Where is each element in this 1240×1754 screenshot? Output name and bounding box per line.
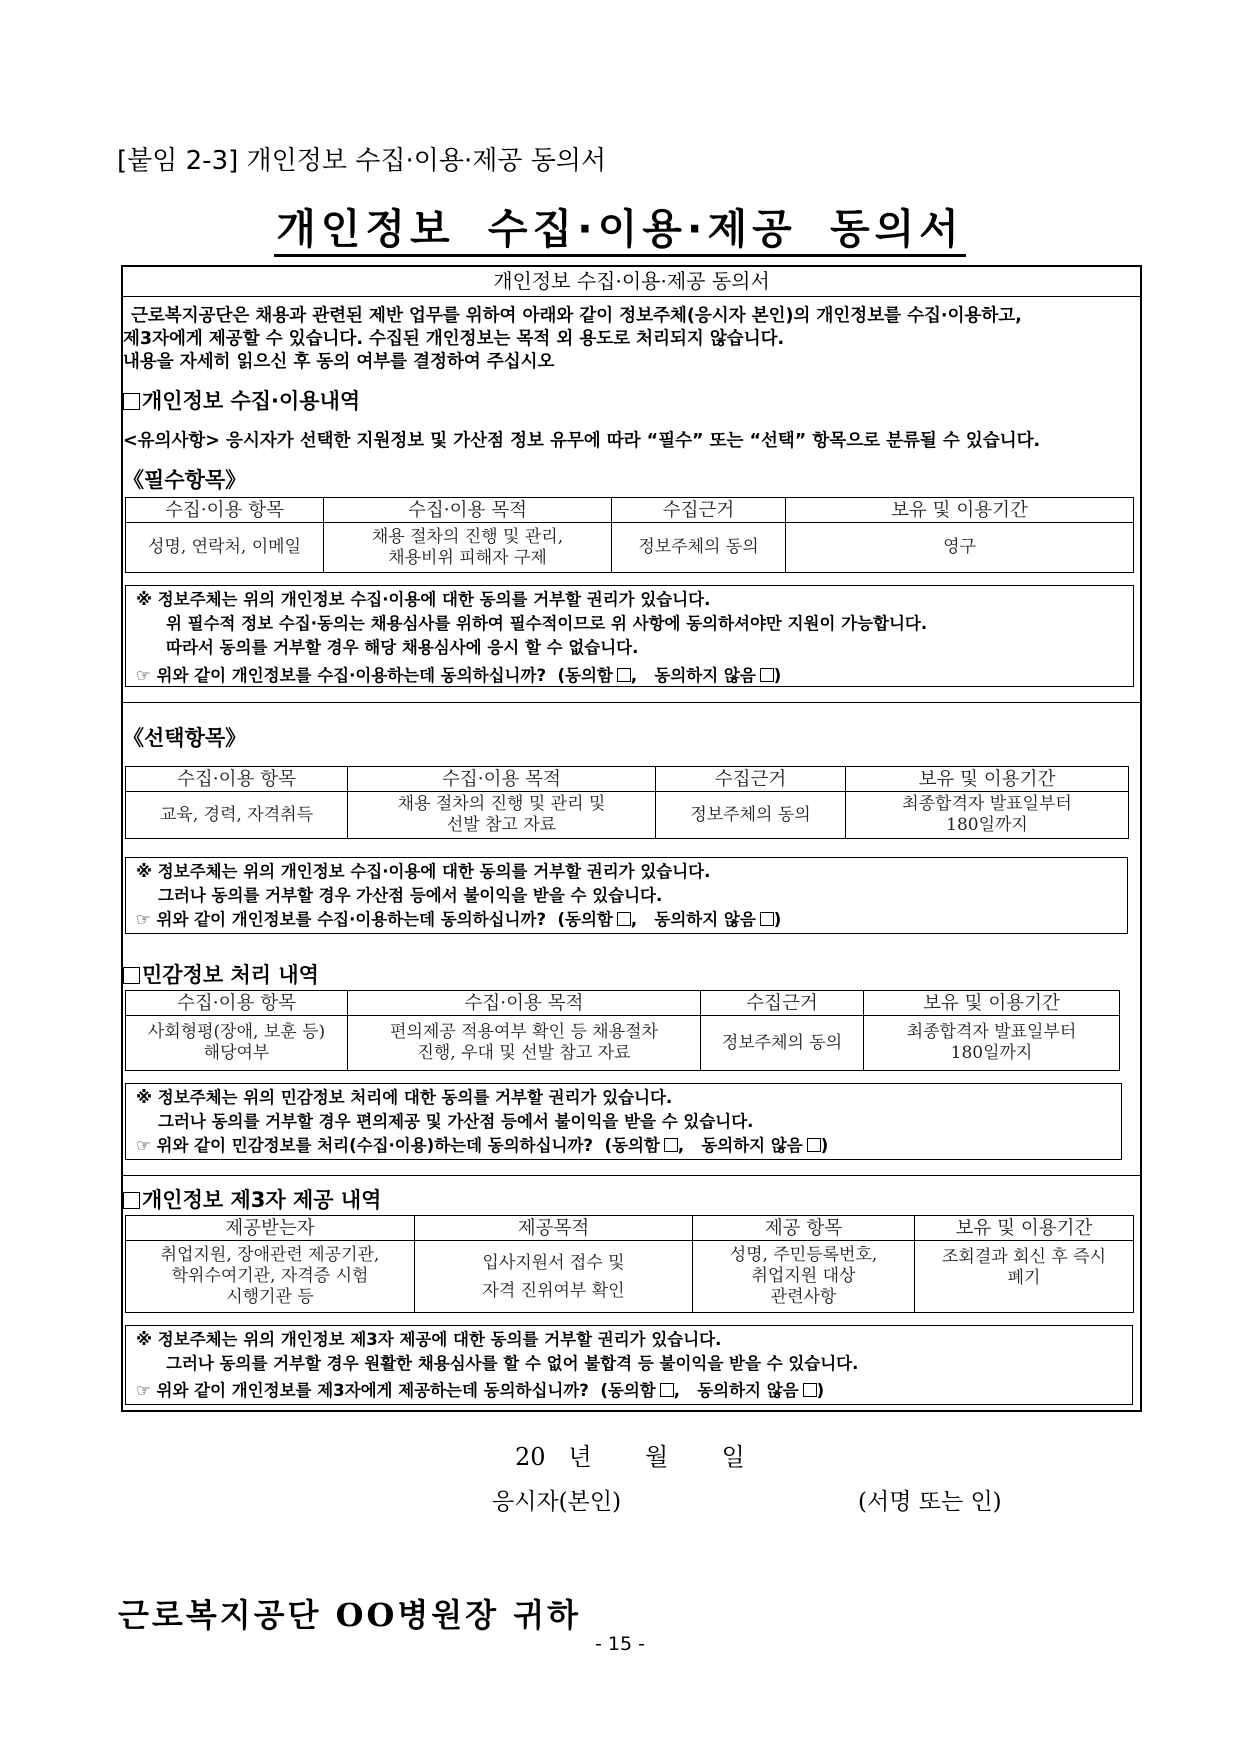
agree-label: (동의함 xyxy=(600,1381,656,1400)
section-collection-title xyxy=(123,385,360,415)
table-row xyxy=(126,1241,1134,1313)
table-header-row xyxy=(126,991,1120,1016)
agree-checkbox[interactable] xyxy=(617,668,631,682)
table-cell: 정보주체의 동의 xyxy=(701,1016,864,1071)
attachment-label: [붙임 2-3] 개인정보 수집·이용·제공 동의서 xyxy=(117,146,607,176)
table-cell: 영구 xyxy=(786,523,1134,573)
section-checkbox-icon xyxy=(123,967,140,984)
date-month-unit: 월 xyxy=(645,1443,669,1471)
separator: , xyxy=(630,666,638,685)
disagree-checkbox[interactable] xyxy=(803,1383,817,1397)
table-cell: 편의제공 적용여부 확인 등 채용절차 진행, 우대 및 선발 참고 자료 xyxy=(348,1016,701,1071)
paren-close: ) xyxy=(773,666,782,685)
table-header: 수집·이용 항목 xyxy=(126,498,324,523)
table-header: 수집·이용 항목 xyxy=(126,767,348,792)
table-cell: 정보주체의 동의 xyxy=(612,523,786,573)
divider xyxy=(123,1175,1140,1176)
section-collection-title-text: 개인정보 수집·이용내역 xyxy=(142,389,361,413)
disagree-checkbox[interactable] xyxy=(760,912,774,926)
notice-line: 그러나 동의를 거부할 경우 가산점 등에서 불이익을 받을 수 있습니다. xyxy=(158,886,663,905)
notice-line: ※ 정보주체는 위의 개인정보 제3자 제공에 대한 동의를 거부할 권리가 있습니다. xyxy=(136,1330,722,1349)
paren-close: ) xyxy=(816,1381,825,1400)
notice-line: 따라서 동의를 거부할 경우 해당 채용심사에 응시 할 수 없습니다. xyxy=(166,638,639,657)
table-header: 보유 및 이용기간 xyxy=(915,1216,1134,1241)
consent-question-required xyxy=(136,664,1133,688)
table-cell: 성명, 주민등록번호, 취업지원 대상 관련사항 xyxy=(693,1241,915,1313)
page-title xyxy=(0,196,1240,255)
table-header: 수집근거 xyxy=(701,991,864,1016)
section-third-party-title-text: 개인정보 제3자 제공 내역 xyxy=(142,1188,382,1212)
agree-label: (동의함 xyxy=(557,666,613,685)
table-cell: 채용 절차의 진행 및 관리 및 선발 참고 자료 xyxy=(348,792,656,839)
table-header: 보유 및 이용기간 xyxy=(786,498,1134,523)
disagree-label: 동의하지 않음 xyxy=(701,1136,803,1155)
disagree-checkbox[interactable] xyxy=(807,1138,821,1152)
table-cell: 취업지원, 장애관련 제공기관, 학위수여기관, 자격증 시험 시행기관 등 xyxy=(126,1241,415,1313)
agree-label: (동의함 xyxy=(604,1136,660,1155)
applicant-label: 응시자(본인) xyxy=(492,1489,622,1515)
disagree-label: 동의하지 않음 xyxy=(654,666,756,685)
question-text: ☞ 위와 같이 개인정보를 수집·이용하는데 동의하십니까? xyxy=(136,666,547,685)
separator: , xyxy=(677,1136,685,1155)
table-cell: 입사지원서 접수 및 자격 진위여부 확인 xyxy=(415,1241,693,1313)
question-text: ☞ 위와 같이 민감정보를 처리(수집·이용)하는데 동의하십니까? xyxy=(136,1136,593,1155)
table-cell: 정보주체의 동의 xyxy=(656,792,846,839)
sensitive-notice-box xyxy=(125,1083,1122,1160)
notice-line: 위 필수적 정보 수집·동의는 채용심사를 위하여 필수적이므로 위 사항에 동의하셔야만 지원이 가능합니다. xyxy=(166,614,928,633)
date-line xyxy=(515,1437,745,1472)
page-number: - 15 - xyxy=(595,1633,645,1655)
table-row xyxy=(126,1016,1120,1071)
agree-label: (동의함 xyxy=(557,910,613,929)
table-header-row xyxy=(126,498,1134,523)
section-third-party-title xyxy=(123,1184,381,1214)
recipient-line: 근로복지공단 OO병원장 귀하 xyxy=(118,1596,582,1634)
table-header-row xyxy=(126,1216,1134,1241)
table-header: 수집근거 xyxy=(612,498,786,523)
table-cell: 최종합격자 발표일부터 180일까지 xyxy=(864,1016,1120,1071)
caution-text: <유의사항> 응시자가 선택한 지원정보 및 가산점 정보 유무에 따라 “필수” 또는 “선택” 항목으로 분류될 수 있습니다. xyxy=(123,431,1041,451)
optional-table xyxy=(125,766,1129,839)
table-cell: 최종합격자 발표일부터 180일까지 xyxy=(846,792,1129,839)
notice-line: ※ 정보주체는 위의 개인정보 수집·이용에 대한 동의를 거부할 권리가 있습니다. xyxy=(136,590,711,609)
table-cell: 사회형평(장애, 보훈 등) 해당여부 xyxy=(126,1016,348,1071)
consent-question-optional xyxy=(136,908,1127,932)
required-table xyxy=(125,497,1134,573)
intro-line-3: 내용을 자세히 읽으신 후 동의 여부를 결정하여 주십시오 xyxy=(123,352,555,372)
optional-label: 《선택항목》 xyxy=(123,726,247,750)
third-party-table xyxy=(125,1215,1134,1313)
agree-checkbox[interactable] xyxy=(660,1383,674,1397)
separator: , xyxy=(673,1381,680,1400)
notice-line: 그러나 동의를 거부할 경우 편의제공 및 가산점 등에서 불이익을 받을 수 있습니다. xyxy=(158,1112,754,1131)
table-header: 보유 및 이용기간 xyxy=(846,767,1129,792)
table-header: 보유 및 이용기간 xyxy=(864,991,1120,1016)
section-checkbox-icon xyxy=(123,1192,140,1209)
separator: , xyxy=(630,910,638,929)
notice-line: ※ 정보주체는 위의 개인정보 수집·이용에 대한 동의를 거부할 권리가 있습니다. xyxy=(136,862,711,881)
table-header: 제공받는자 xyxy=(126,1216,415,1241)
intro-line-2: 제3자에게 제공할 수 있습니다. 수집된 개인정보는 목적 외 용도로 처리되지 않습니다. xyxy=(123,329,785,349)
section-sensitive-title-text: 민감정보 처리 내역 xyxy=(142,963,319,987)
table-cell: 조회결과 회신 후 즉시 폐기 xyxy=(915,1241,1134,1313)
section-checkbox-icon xyxy=(123,393,140,410)
disagree-checkbox[interactable] xyxy=(760,668,774,682)
notice-line: ※ 정보주체는 위의 민감정보 처리에 대한 동의를 거부할 권리가 있습니다. xyxy=(136,1088,673,1107)
paren-close: ) xyxy=(820,1136,829,1155)
required-label: 《필수항목》 xyxy=(123,468,247,492)
third-party-notice-box xyxy=(125,1325,1133,1405)
agree-checkbox[interactable] xyxy=(617,912,631,926)
table-header-row xyxy=(126,767,1129,792)
consent-question-sensitive xyxy=(136,1134,1121,1158)
table-header: 수집근거 xyxy=(656,767,846,792)
intro-line-1: 근로복지공단은 채용과 관련된 제반 업무를 위하여 아래와 같이 정보주체(응시자 본인)의 개인정보를 수집·이용하고, xyxy=(131,306,1022,326)
table-header: 수집·이용 목적 xyxy=(348,767,656,792)
section-sensitive-title xyxy=(123,959,319,989)
table-header: 수집·이용 목적 xyxy=(348,991,701,1016)
form-header: 개인정보 수집·이용·제공 동의서 xyxy=(123,267,1140,297)
table-cell: 교육, 경력, 자격취득 xyxy=(126,792,348,839)
question-text: ☞ 위와 같이 개인정보를 수집·이용하는데 동의하십니까? xyxy=(136,910,547,929)
table-header: 제공 항목 xyxy=(693,1216,915,1241)
table-header: 수집·이용 목적 xyxy=(324,498,612,523)
disagree-label: 동의하지 않음 xyxy=(697,1381,799,1400)
table-row xyxy=(126,523,1134,573)
page-title-text: 개인정보 수집·이용·제공 동의서 xyxy=(274,205,966,257)
paren-close: ) xyxy=(773,910,782,929)
divider xyxy=(123,702,1140,703)
question-text: ☞ 위와 같이 개인정보를 제3자에게 제공하는데 동의하십니까? xyxy=(136,1381,589,1400)
optional-notice-box xyxy=(125,857,1128,934)
date-day-unit: 일 xyxy=(721,1443,745,1471)
date-year[interactable]: 20 xyxy=(515,1443,546,1471)
table-cell: 채용 절차의 진행 및 관리, 채용비위 피해자 구제 xyxy=(324,523,612,573)
table-header: 제공목적 xyxy=(415,1216,693,1241)
date-year-unit: 년 xyxy=(568,1443,592,1471)
sensitive-table xyxy=(125,990,1120,1071)
table-header: 수집·이용 항목 xyxy=(126,991,348,1016)
consent-question-third-party xyxy=(136,1379,1132,1403)
notice-line: 그러나 동의를 거부할 경우 원활한 채용심사를 할 수 없어 불합격 등 불이익을 받을 수 있습니다. xyxy=(166,1354,859,1373)
table-row xyxy=(126,792,1129,839)
agree-checkbox[interactable] xyxy=(664,1138,678,1152)
table-cell: 성명, 연락처, 이메일 xyxy=(126,523,324,573)
signature-field[interactable]: (서명 또는 인) xyxy=(858,1489,1002,1515)
required-notice-box xyxy=(125,585,1134,687)
consent-form xyxy=(121,265,1142,1412)
disagree-label: 동의하지 않음 xyxy=(654,910,756,929)
